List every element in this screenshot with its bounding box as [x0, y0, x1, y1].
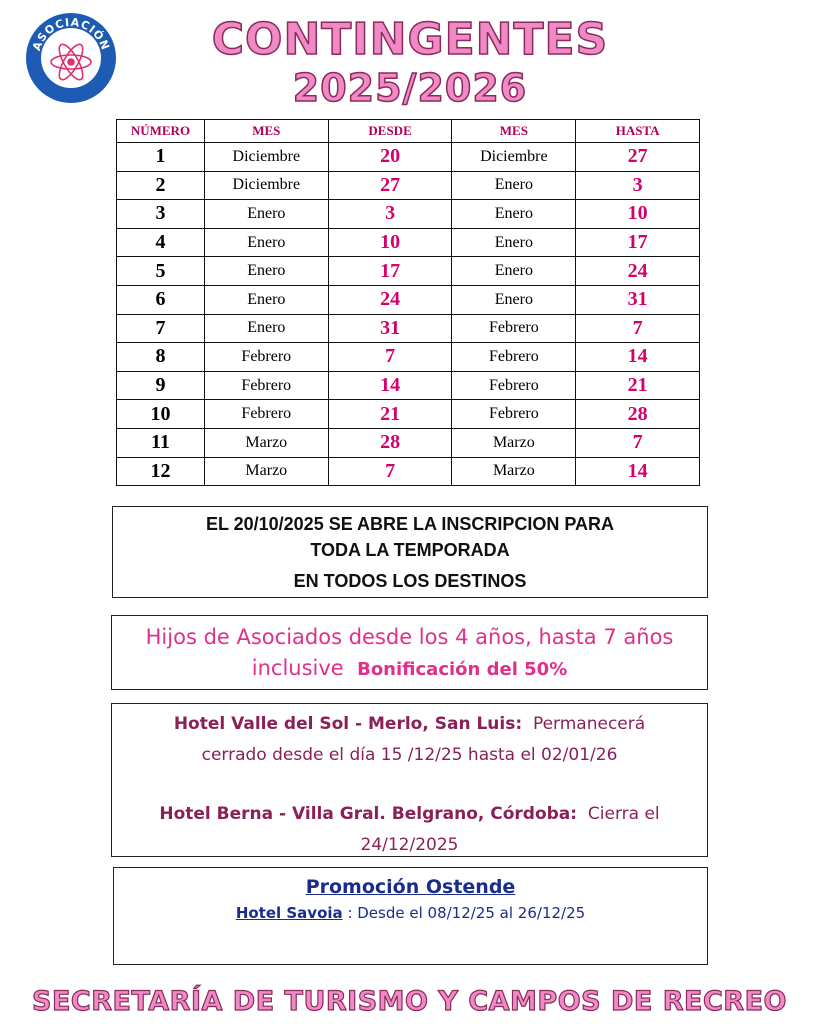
end-month: Enero	[452, 257, 576, 286]
discount-line-1: Hijos de Asociados desde los 4 años, hasta 7 años	[145, 625, 674, 649]
row-number: 1	[117, 143, 205, 172]
table-row	[117, 457, 700, 486]
start-day: 21	[328, 400, 452, 429]
table-row	[117, 228, 700, 257]
table-row	[117, 428, 700, 457]
start-day: 24	[328, 285, 452, 314]
hotel-valle-del-sol-name: Hotel Valle del Sol - Merlo, San Luis:	[173, 714, 523, 734]
end-day: 27	[576, 143, 700, 172]
end-day: 10	[576, 200, 700, 229]
row-number: 6	[117, 285, 205, 314]
row-number: 8	[117, 343, 205, 372]
association-logo	[25, 12, 117, 104]
header-mes-hasta: MES	[452, 120, 576, 143]
end-day: 21	[576, 371, 700, 400]
end-day: 3	[576, 171, 700, 200]
end-month: Febrero	[452, 343, 576, 372]
start-month: Diciembre	[204, 143, 328, 172]
start-month: Enero	[204, 285, 328, 314]
promo-dates: : Desde el 08/12/25 al 26/12/25	[347, 904, 586, 922]
hotel-valle-del-sol-text-b: cerrado desde el día 15 /12/25 hasta el 02/01/26	[201, 745, 618, 765]
page-title: CONTINGENTES	[211, 14, 609, 65]
hotels-notice	[111, 703, 708, 857]
start-day: 10	[328, 228, 452, 257]
table-header-row	[117, 120, 700, 143]
hotel-berna-text-b: 24/12/2025	[360, 835, 459, 855]
row-number: 11	[117, 428, 205, 457]
end-month: Enero	[452, 285, 576, 314]
season-title: 2025/2026	[292, 66, 528, 110]
start-month: Enero	[204, 228, 328, 257]
table-row	[117, 314, 700, 343]
end-day: 7	[576, 428, 700, 457]
row-number: 5	[117, 257, 205, 286]
start-month: Febrero	[204, 400, 328, 429]
table-row	[117, 143, 700, 172]
promo-title-link[interactable]: Promoción Ostende	[305, 876, 516, 898]
row-number: 10	[117, 400, 205, 429]
start-month: Enero	[204, 200, 328, 229]
table-row	[117, 171, 700, 200]
start-day: 7	[328, 343, 452, 372]
registration-notice	[112, 506, 708, 598]
end-month: Enero	[452, 200, 576, 229]
end-month: Enero	[452, 228, 576, 257]
hotel-savoia-link[interactable]: Hotel Savoia	[235, 904, 343, 922]
end-month: Febrero	[452, 371, 576, 400]
end-month: Febrero	[452, 314, 576, 343]
end-month: Diciembre	[452, 143, 576, 172]
table-row	[117, 257, 700, 286]
start-month: Marzo	[204, 457, 328, 486]
discount-highlight: Bonificación del 50%	[357, 659, 568, 680]
start-day: 14	[328, 371, 452, 400]
table-row	[117, 343, 700, 372]
row-number: 2	[117, 171, 205, 200]
end-month: Marzo	[452, 457, 576, 486]
start-month: Febrero	[204, 371, 328, 400]
end-day: 24	[576, 257, 700, 286]
start-day: 17	[328, 257, 452, 286]
row-number: 3	[117, 200, 205, 229]
notice-line-3: EN TODOS LOS DESTINOS	[293, 571, 527, 591]
start-day: 31	[328, 314, 452, 343]
logo-text: ASOCIACIÓN	[29, 15, 113, 53]
row-number: 9	[117, 371, 205, 400]
end-day: 14	[576, 343, 700, 372]
start-month: Febrero	[204, 343, 328, 372]
end-day: 28	[576, 400, 700, 429]
hotel-valle-del-sol-text-a: Permanecerá	[532, 714, 646, 734]
start-day: 20	[328, 143, 452, 172]
promo-box	[113, 867, 708, 965]
contingents-table	[116, 119, 700, 486]
start-day: 7	[328, 457, 452, 486]
start-month: Enero	[204, 314, 328, 343]
start-day: 3	[328, 200, 452, 229]
table-row	[117, 285, 700, 314]
header-desde: DESDE	[328, 120, 452, 143]
header-mes-desde: MES	[204, 120, 328, 143]
header-hasta: HASTA	[576, 120, 700, 143]
discount-box	[111, 615, 708, 690]
table-row	[117, 400, 700, 429]
table-row	[117, 200, 700, 229]
notice-line-2: TODA LA TEMPORADA	[310, 540, 510, 560]
start-month: Marzo	[204, 428, 328, 457]
end-month: Enero	[452, 171, 576, 200]
row-number: 4	[117, 228, 205, 257]
end-month: Febrero	[452, 400, 576, 429]
discount-prefix: inclusive	[251, 656, 344, 680]
footer-title: SECRETARÍA DE TURISMO Y CAMPOS DE RECREO	[32, 986, 787, 1017]
end-day: 7	[576, 314, 700, 343]
row-number: 12	[117, 457, 205, 486]
end-day: 17	[576, 228, 700, 257]
end-day: 31	[576, 285, 700, 314]
start-day: 28	[328, 428, 452, 457]
hotel-berna-text-a: Cierra el	[587, 804, 660, 824]
start-day: 27	[328, 171, 452, 200]
start-month: Diciembre	[204, 171, 328, 200]
hotel-berna-name: Hotel Berna - Villa Gral. Belgrano, Córdoba:	[159, 804, 578, 824]
end-month: Marzo	[452, 428, 576, 457]
header-numero: NÚMERO	[117, 120, 205, 143]
end-day: 14	[576, 457, 700, 486]
notice-line-1: EL 20/10/2025 SE ABRE LA INSCRIPCION PARA	[205, 514, 615, 534]
row-number: 7	[117, 314, 205, 343]
start-month: Enero	[204, 257, 328, 286]
table-row	[117, 371, 700, 400]
